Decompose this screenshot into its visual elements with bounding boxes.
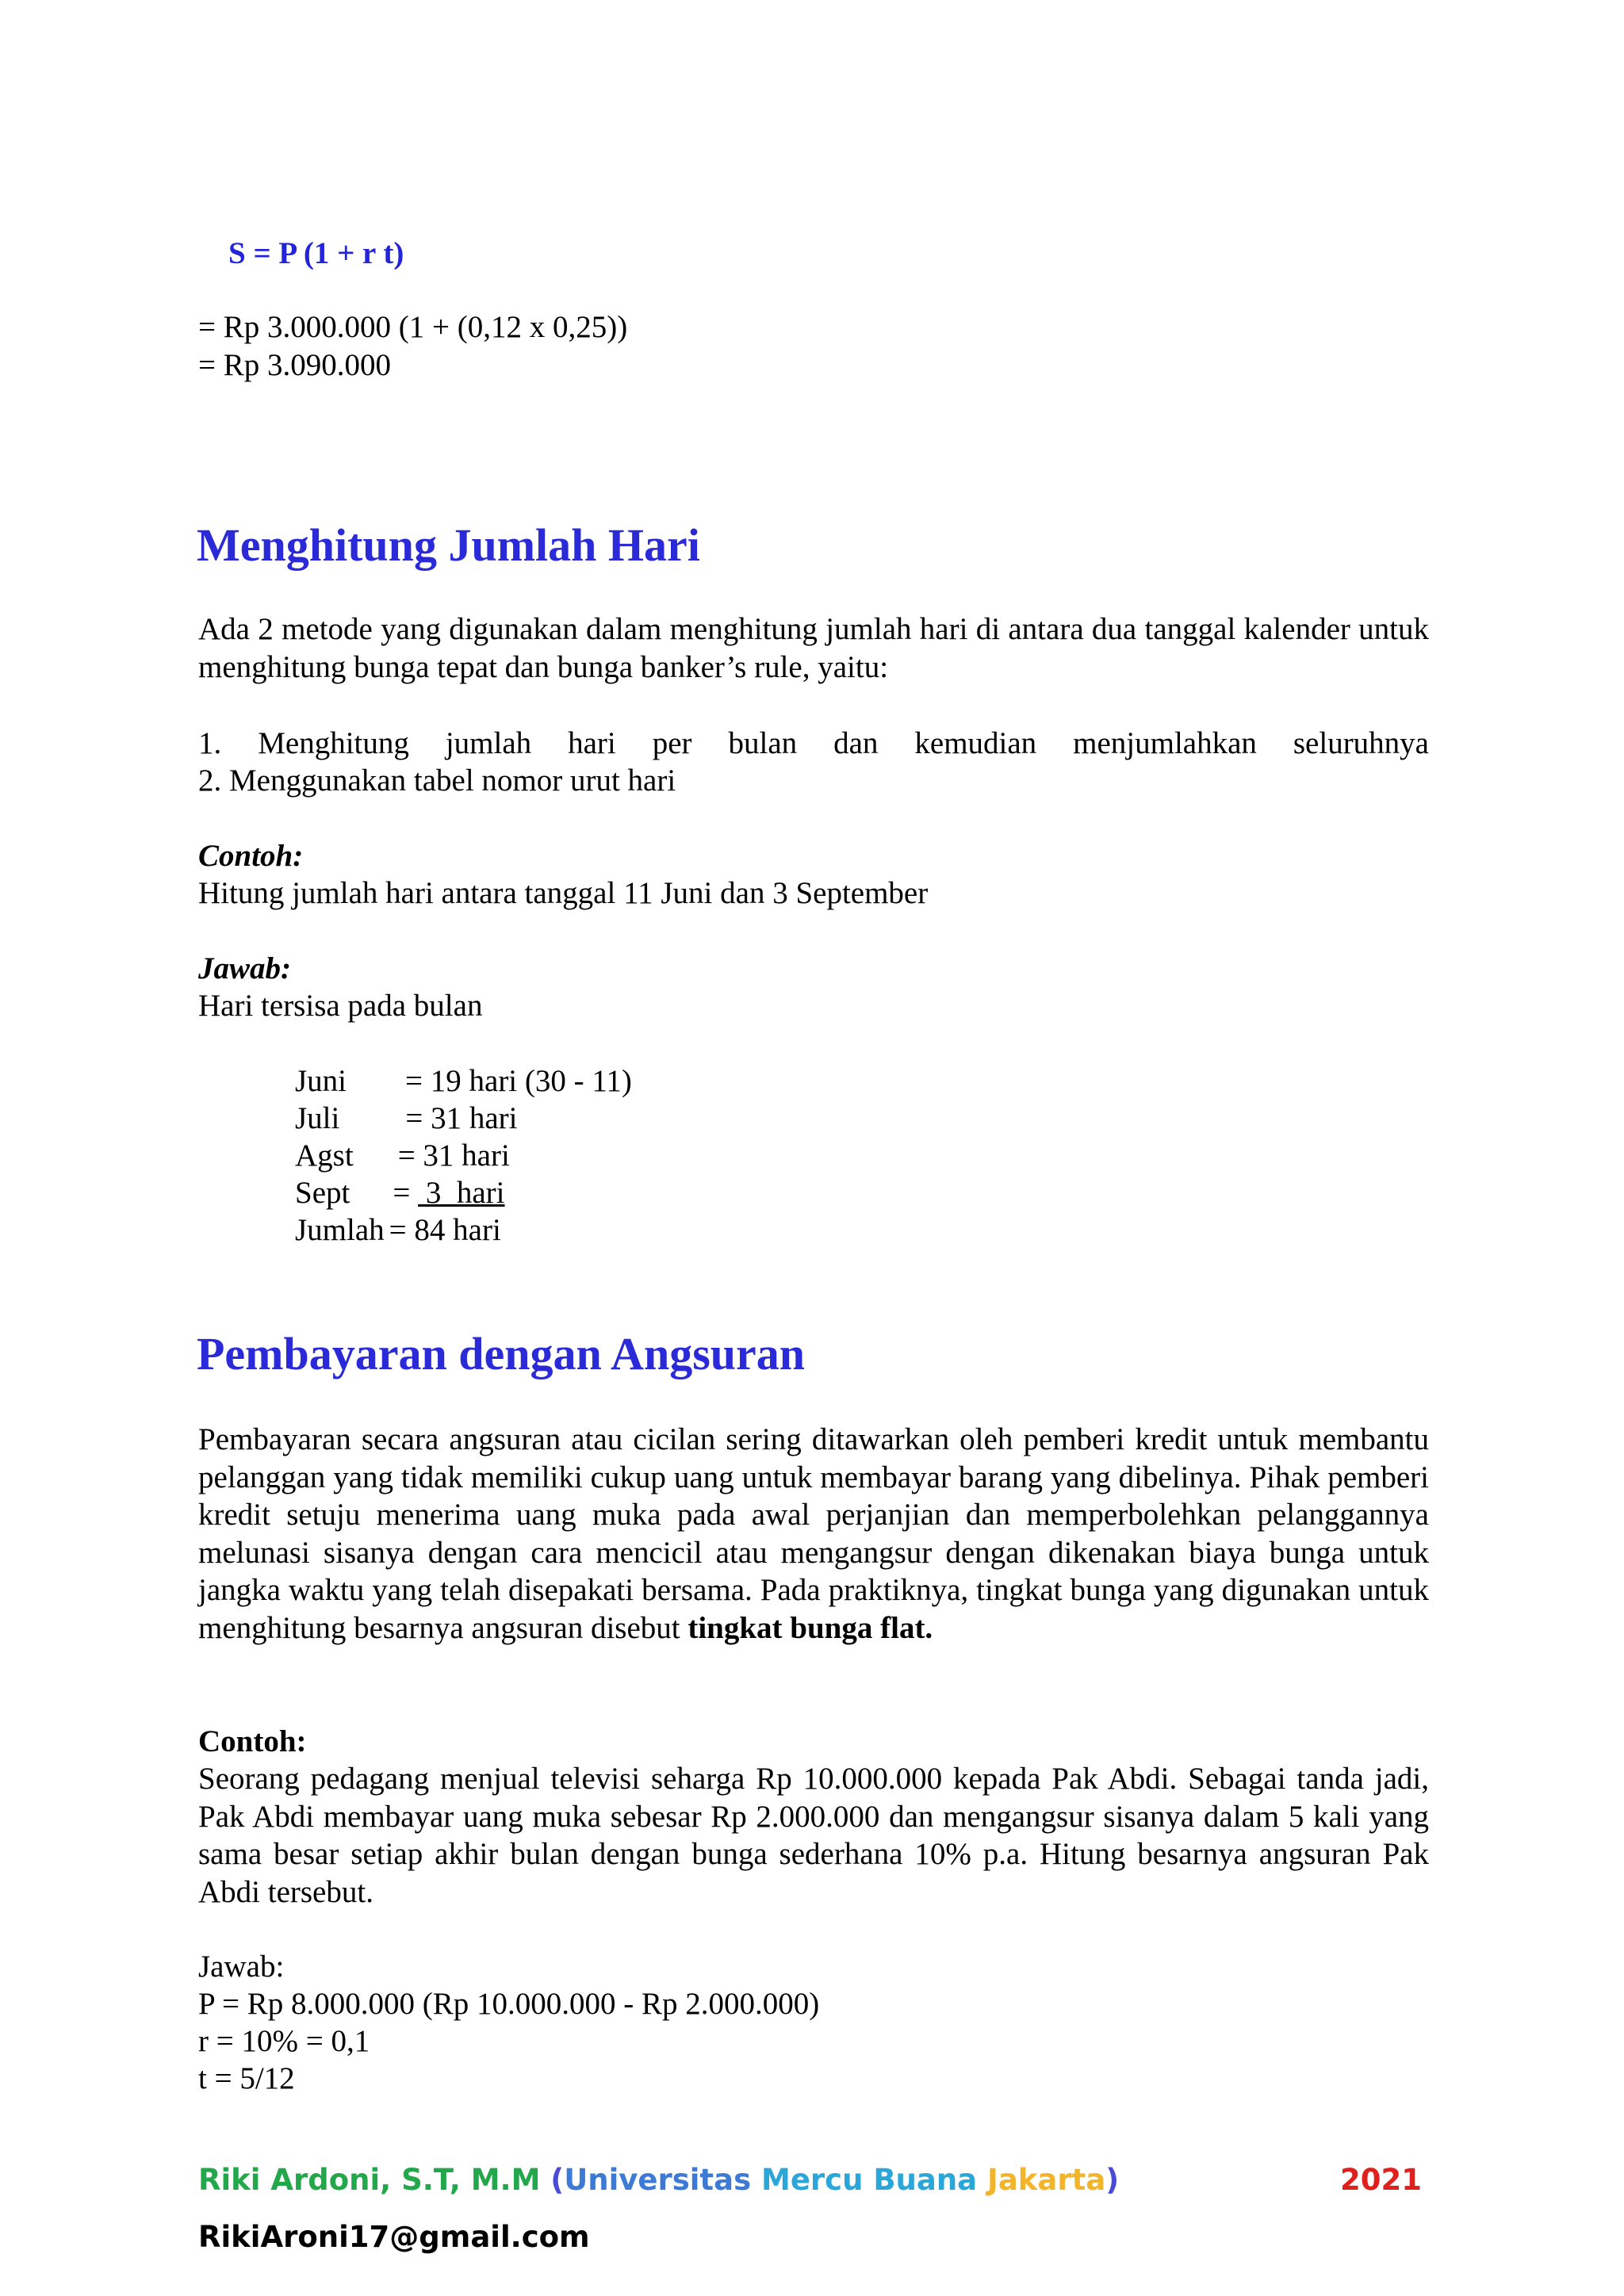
formula-step-1: = Rp 3.000.000 (1 + (0,12 x 0,25)) — [198, 310, 628, 344]
section-heading-angsuran: Pembayaran dengan Angsuran — [197, 1328, 806, 1380]
footer-paren-close: ) — [1105, 2163, 1120, 2197]
day-month: Agst — [295, 1138, 354, 1173]
day-month: Jumlah — [295, 1213, 385, 1247]
flat-rate-term: tingkat bunga flat. — [688, 1610, 933, 1645]
formula-main: S = P (1 + r t) — [228, 236, 404, 270]
example-label: Contoh: — [198, 839, 304, 873]
footer-univ-mercu: Mercu — [761, 2163, 864, 2197]
intro-paragraph: Ada 2 metode yang digunakan dalam menghitung jumlah hari di antara dua tanggal kalender untuk menghitung bunga tepat dan bunga banker’s rule, yaitu: — [198, 612, 1429, 684]
answer-intro: Hari tersisa pada bulan — [198, 989, 483, 1023]
angsuran-paragraph-text: Pembayaran secara angsuran atau cicilan sering ditawarkan oleh pemberi kredit untuk membantu pelanggan yang tidak memiliki cukup uang untuk membayar barang yang dibelinya. Pihak pemberi kredit setuju menerima uang muka pada awal perjanjian dan memperbolehkan pelanggannya melunasi sisanya dengan cara mencicil atau mengangsur dengan dikenakan biaya bunga untuk jangka waktu yang telah disepakati bersama. Pada praktiknya, tingkat bunga yang digunakan untuk menghitung besarnya angsuran disebut — [198, 1422, 1429, 1645]
footer-univ-word: Universitas — [564, 2163, 752, 2197]
method-item-2: 2. Menggunakan tabel nomor urut hari — [198, 763, 676, 798]
answer-label: Jawab: — [198, 951, 291, 985]
day-row-sept — [295, 1174, 504, 1212]
footer-year: 2021 — [1340, 2163, 1422, 2197]
formula-step-2: = Rp 3.090.000 — [198, 348, 392, 382]
method-item-1: 1. Menghitung jumlah hari per bulan dan kemudian menjumlahkan seluruhnya — [198, 726, 1429, 760]
footer-paren-open: ( — [540, 2163, 565, 2197]
day-row-juli — [295, 1100, 518, 1138]
angsuran-paragraph — [198, 1421, 1429, 1647]
example-label-2: Contoh: — [198, 1724, 307, 1758]
example-text: Hitung jumlah hari antara tanggal 11 Juni dan 3 September — [198, 876, 929, 910]
day-value-underlined: 3 hari — [418, 1176, 505, 1210]
answer-line-p: P = Rp 8.000.000 (Rp 10.000.000 - Rp 2.000.000) — [198, 1987, 820, 2021]
day-row-juni — [295, 1062, 632, 1100]
day-value: = 31 hari — [397, 1138, 510, 1173]
day-value: = 31 hari — [405, 1101, 518, 1135]
day-month: Sept — [295, 1176, 350, 1210]
day-value: = 84 hari — [389, 1213, 501, 1247]
day-month: Juni — [295, 1064, 347, 1098]
day-row-agst — [295, 1137, 510, 1175]
footer-email: RikiAroni17@gmail.com — [198, 2220, 590, 2254]
answer-line-r: r = 10% = 0,1 — [198, 2024, 370, 2058]
day-month: Juli — [295, 1101, 340, 1135]
example-text-2: Seorang pedagang menjual televisi seharga Rp 10.000.000 kepada Pak Abdi. Sebagai tanda jadi, Pak Abdi membayar uang muka sebesar Rp 2.000.000 dan mengangsur sisanya dalam 5 kali yang sama besar setiap akhir bulan dengan bunga sederhana 10% p.a. Hitung besarnya angsuran Pak Abdi tersebut. — [198, 1762, 1429, 1909]
footer-author: Riki Ardoni, S.T, M.M — [198, 2163, 541, 2197]
day-value: = 19 hari (30 - 11) — [405, 1064, 632, 1098]
footer-author-line — [198, 2163, 1119, 2197]
day-value-prefix: = — [393, 1176, 419, 1210]
footer-univ-jakarta: Jakarta — [987, 2163, 1106, 2197]
footer-univ-buana: Buana — [873, 2163, 978, 2197]
answer-line-t: t = 5/12 — [198, 2061, 295, 2095]
answer-label-2: Jawab: — [198, 1950, 285, 1984]
section-heading-jumlah-hari: Menghitung Jumlah Hari — [197, 519, 700, 571]
day-row-jumlah — [295, 1211, 501, 1249]
